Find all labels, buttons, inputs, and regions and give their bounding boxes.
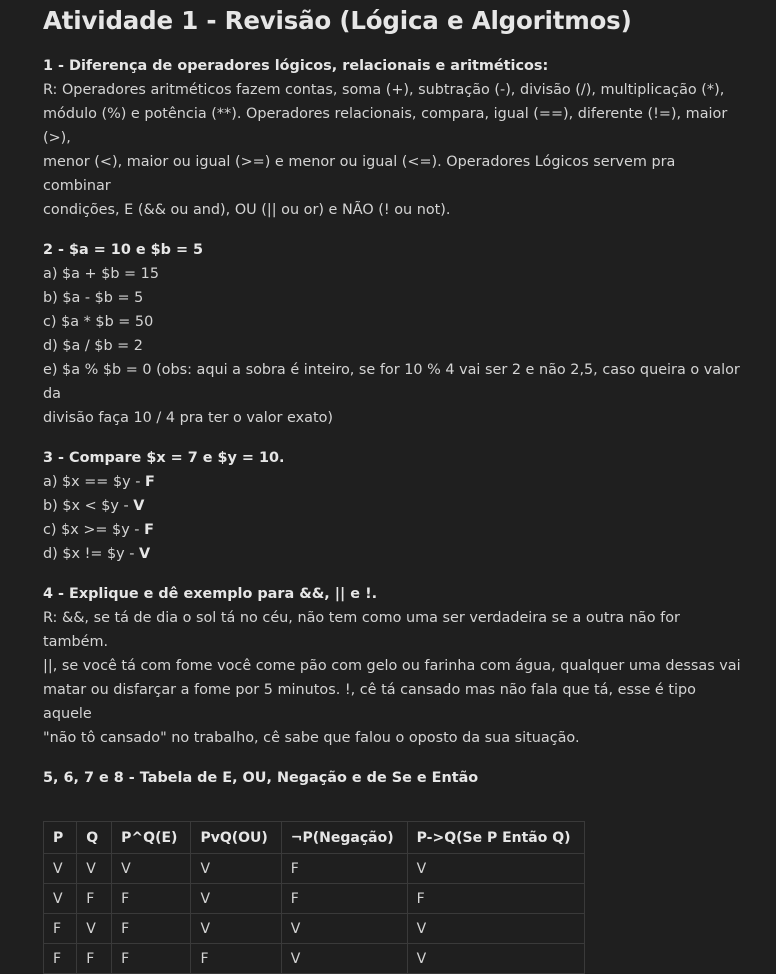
table-header-row (44, 822, 585, 854)
table-cell: F (44, 914, 77, 944)
table-cell: V (281, 914, 407, 944)
question-2-heading: 2 - $a = 10 e $b = 5 (43, 242, 204, 258)
table-cell: F (77, 884, 112, 914)
answer-1-line: menor (<), maior ou igual (>=) e menor ou igual (<=). Operadores Lógicos servem pra combinar (43, 154, 676, 194)
question-5-heading: 5, 6, 7 e 8 - Tabela de E, OU, Negação e de Se e Então (43, 770, 479, 786)
answer-2-line: c) $a * $b = 50 (43, 314, 154, 330)
table-cell: V (407, 914, 584, 944)
answer-2-line: a) $a + $b = 15 (43, 266, 159, 282)
answer-4-line: R: &&, se tá de dia o sol tá no céu, não tem como uma ser verdadeira se a outra não for também. (43, 610, 680, 650)
answer-4-line: "não tô cansado" no trabalho, cê sabe que falou o oposto da sua situação. (43, 730, 580, 746)
table-cell: V (281, 944, 407, 974)
table-cell: F (407, 884, 584, 914)
section-q1 (43, 54, 743, 222)
column-header: PvQ(OU) (191, 822, 281, 854)
table-cell: F (112, 944, 191, 974)
answer-1-line: R: Operadores aritméticos fazem contas, soma (+), subtração (-), divisão (/), multiplicação (*), (43, 82, 725, 98)
compare-answer: F (144, 474, 155, 490)
answer-2-line: divisão faça 10 / 4 pra ter o valor exato) (43, 410, 334, 426)
table-cell: F (281, 884, 407, 914)
table-cell: F (112, 884, 191, 914)
answer-4-line: ||, se você tá com fome você come pão com gelo ou farinha com água, qualquer uma dessas vai (43, 658, 741, 674)
table-cell: V (112, 854, 191, 884)
table-cell: V (191, 914, 281, 944)
table-cell: V (44, 884, 77, 914)
compare-expr: b) $x < $y - (43, 498, 134, 514)
table-cell: V (191, 854, 281, 884)
compare-expr: a) $x == $y - (43, 474, 145, 490)
table-cell: V (407, 854, 584, 884)
question-4-heading: 4 - Explique e dê exemplo para &&, || e !. (43, 586, 378, 602)
answer-2-line: e) $a % $b = 0 (obs: aqui a sobra é inteiro, se for 10 % 4 vai ser 2 e não 2,5, caso queira o valor da (43, 362, 740, 402)
answer-1-line: módulo (%) e potência (**). Operadores relacionais, compara, igual (==), diferente (!=), maior (>), (43, 106, 728, 146)
table-row (44, 914, 585, 944)
table-row (44, 944, 585, 974)
table-cell: F (281, 854, 407, 884)
table-cell: V (44, 854, 77, 884)
section-q3 (43, 446, 743, 566)
section-q4 (43, 582, 743, 750)
truth-table (43, 821, 585, 974)
column-header: P (44, 822, 77, 854)
column-header: P->Q(Se P Então Q) (407, 822, 584, 854)
compare-answer: V (139, 546, 151, 562)
table-cell: V (77, 854, 112, 884)
compare-expr: c) $x >= $y - (43, 522, 145, 538)
question-1-heading: 1 - Diferença de operadores lógicos, relacionais e aritméticos: (43, 58, 549, 74)
table-cell: F (77, 944, 112, 974)
compare-expr: d) $x != $y - (43, 546, 139, 562)
table-row (44, 884, 585, 914)
answer-2-line: d) $a / $b = 2 (43, 338, 143, 354)
table-cell: F (191, 944, 281, 974)
answer-4-line: matar ou disfarçar a fome por 5 minutos. !, cê tá cansado mas não fala que tá, esse é tipo aquele (43, 682, 696, 722)
compare-item (43, 542, 743, 566)
compare-item (43, 470, 743, 494)
section-q5 (43, 766, 743, 790)
answer-1-line: condições, E (&& ou and), OU (|| ou or) e NÃO (! ou not). (43, 202, 451, 218)
column-header: P^Q(E) (112, 822, 191, 854)
table-cell: V (407, 944, 584, 974)
column-header: ¬P(Negação) (281, 822, 407, 854)
compare-item (43, 518, 743, 542)
table-cell: F (44, 944, 77, 974)
table-row (44, 854, 585, 884)
question-3-heading: 3 - Compare $x = 7 e $y = 10. (43, 450, 285, 466)
column-header: Q (77, 822, 112, 854)
table-cell: V (77, 914, 112, 944)
page-title: Atividade 1 - Revisão (Lógica e Algoritmos) (43, 6, 632, 35)
table-cell: F (112, 914, 191, 944)
table-cell: V (191, 884, 281, 914)
compare-answer: V (133, 498, 145, 514)
compare-answer: F (144, 522, 154, 538)
section-q2 (43, 238, 743, 430)
compare-item (43, 494, 743, 518)
answer-2-line: b) $a - $b = 5 (43, 290, 144, 306)
